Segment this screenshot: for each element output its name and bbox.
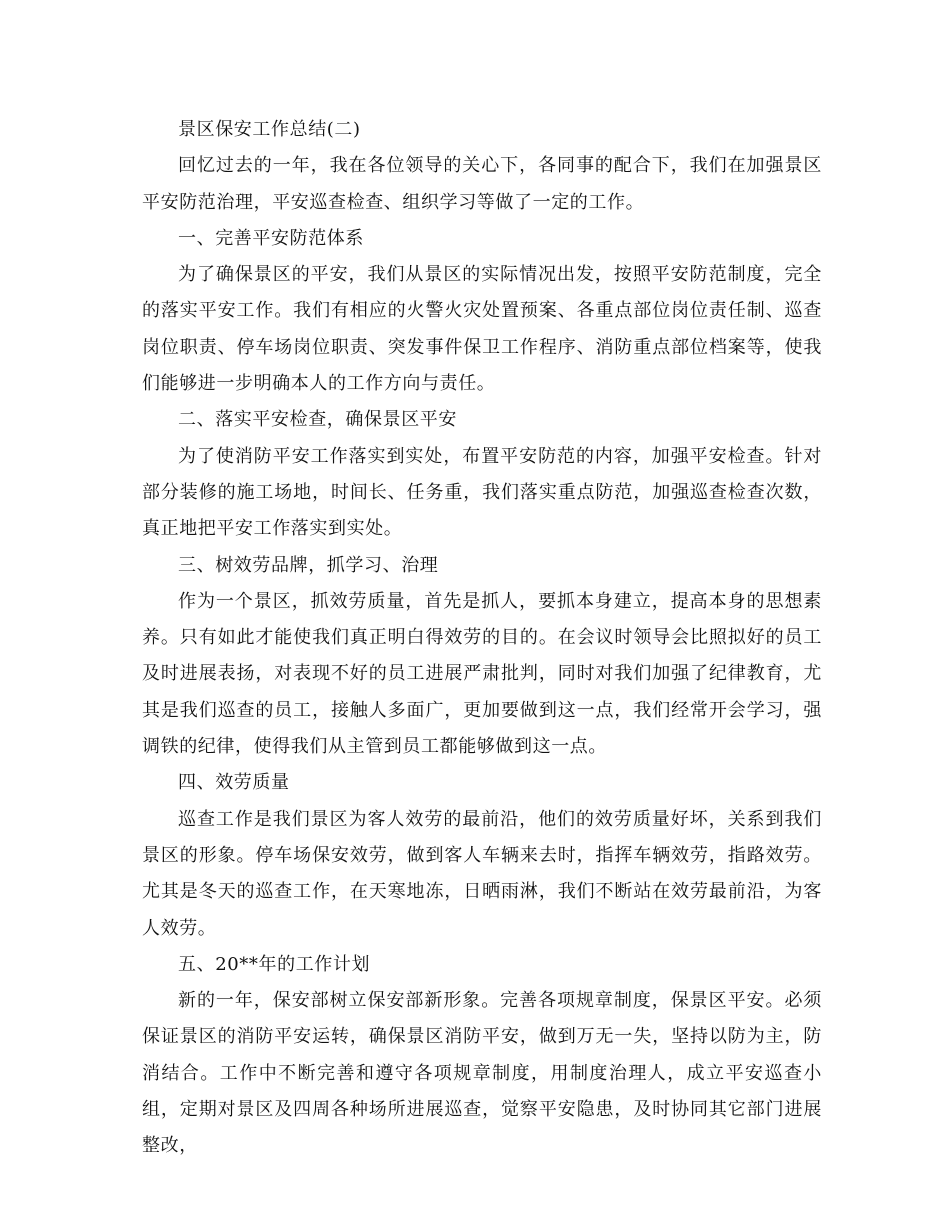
paragraph-intro: 回忆过去的一年，我在各位领导的关心下，各同事的配合下，我们在加强景区平安防范治理，平安巡查检查、组织学习等做了一定的工作。 (142, 155, 822, 213)
paragraph-section-5: 新的一年，保安部树立保安部新形象。完善各项规章制度，保景区平安。必须保证景区的消防平安运转，确保景区消防平安，做到万无一失，坚持以防为主，防消结合。工作中不断完善和遵守各项规章制度，用制度治理人，成立平安巡查小组，定期对景区及四周各种场所进展巡查，觉察平安隐患，及时协同其它部门进展整改， (142, 990, 822, 1157)
heading-section-4: 四、效劳质量 (178, 772, 290, 794)
paragraph-section-4: 巡查工作是我们景区为客人效劳的最前沿，他们的效劳质量好坏，关系到我们景区的形象。停车场保安效劳，做到客人车辆来去时，指挥车辆效劳，指路效劳。尤其是冬天的巡查工作，在天寒地冻，日晒雨淋，我们不断站在效劳最前沿，为客人效劳。 (142, 808, 822, 939)
paragraph-section-1: 为了确保景区的平安，我们从景区的实际情况出发，按照平安防范制度，完全的落实平安工作。我们有相应的火警火灾处置预案、各重点部位岗位责任制、巡查岗位职责、停车场岗位职责、突发事件保卫工作程序、消防重点部位档案等，使我们能够进一步明确本人的工作方向与责任。 (142, 264, 822, 395)
heading-section-5: 五、20**年的工作计划 (178, 953, 371, 975)
paragraph-section-2: 为了使消防平安工作落实到实处，布置平安防范的内容，加强平安检查。针对部分装修的施工场地，时间长、任务重，我们落实重点防范，加强巡查检查次数，真正地把平安工作落实到实处。 (142, 445, 822, 540)
heading-section-2: 二、落实平安检查，确保景区平安 (178, 409, 457, 431)
paragraph-section-3: 作为一个景区，抓效劳质量，首先是抓人，要抓本身建立，提高本身的思想素养。只有如此才能使我们真正明白得效劳的目的。在会议时领导会比照拟好的员工及时进展表扬，对表现不好的员工进展严肃批判，同时对我们加强了纪律教育，尤其是我们巡查的员工，接触人多面广，更加要做到这一点，我们经常开会学习，强调铁的纪律，使得我们从主管到员工都能够做到这一点。 (142, 590, 822, 758)
document-title: 景区保安工作总结(二) (178, 119, 361, 140)
heading-section-3: 三、树效劳品牌，抓学习、治理 (178, 554, 439, 576)
heading-section-1: 一、完善平安防范体系 (178, 227, 364, 249)
document-body (142, 112, 822, 1165)
